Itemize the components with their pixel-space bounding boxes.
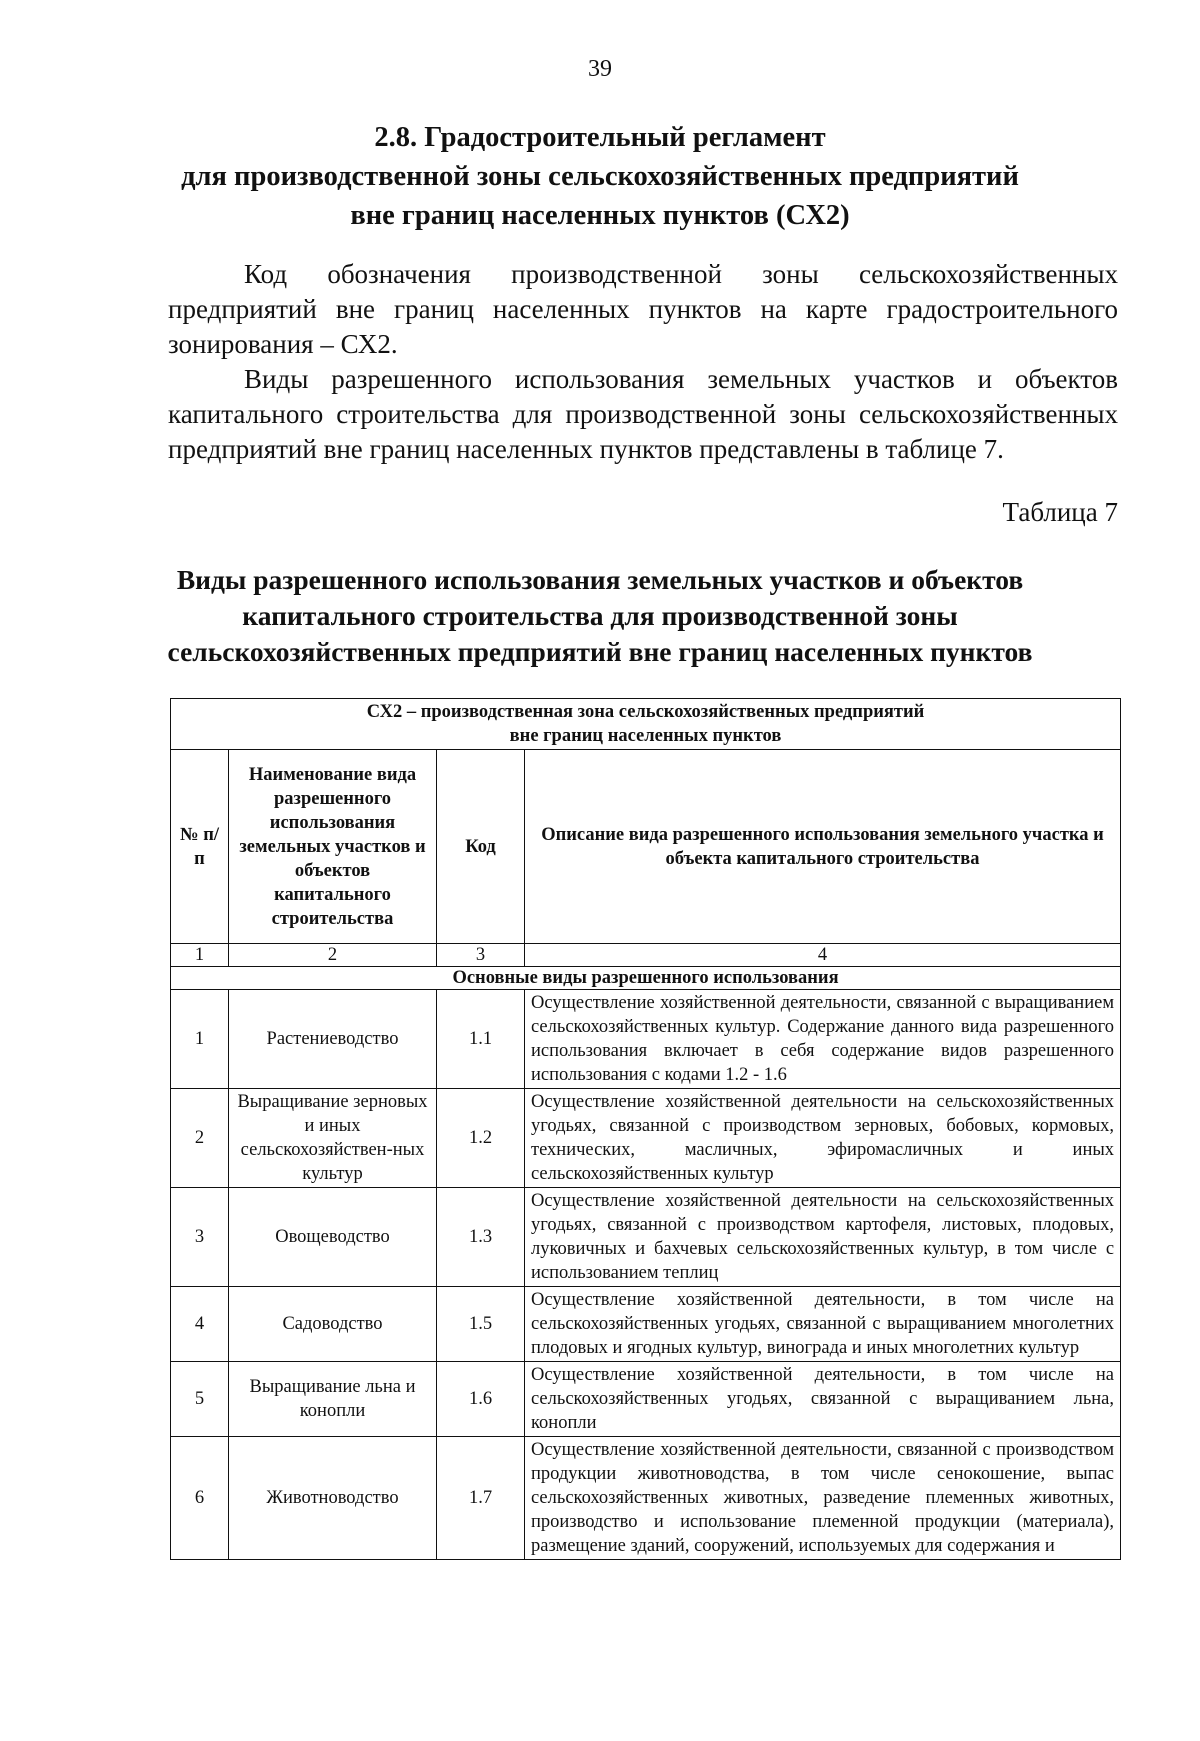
row-desc: Осуществление хозяйственной деятельности, связанной с выращиванием сельскохозяйственных культур. Содержание данного вида разрешенного использования включает в себя содержание видов разрешенного использования с кодами 1.2 - 1.6 [525, 990, 1121, 1089]
header-name: Наименование вида разрешенного использования земельных участков и объектов капитального строительства [229, 750, 437, 944]
row-code: 1.3 [437, 1188, 525, 1287]
column-header-row [171, 750, 1121, 944]
table-row [171, 1437, 1121, 1560]
table-row [171, 990, 1121, 1089]
row-name: Животноводство [229, 1437, 437, 1560]
table-row [171, 1089, 1121, 1188]
table-title-line-3: сельскохозяйственных предприятий вне границ населенных пунктов [167, 636, 1033, 667]
row-num: 5 [171, 1362, 229, 1437]
row-num: 6 [171, 1437, 229, 1560]
row-num: 3 [171, 1188, 229, 1287]
row-name: Овощеводство [229, 1188, 437, 1287]
permitted-uses-table [170, 698, 1121, 1560]
table-caption: Таблица 7 [1002, 497, 1118, 527]
zone-header-line-2: вне границ населенных пунктов [509, 726, 782, 746]
row-desc: Осуществление хозяйственной деятельности на сельскохозяйственных угодьях, связанной с производством картофеля, листовых, плодовых, луковичных и бахчевых сельскохозяйственных культур, в том числе с использованием теплиц [525, 1188, 1121, 1287]
row-name: Садоводство [229, 1287, 437, 1362]
paragraph-zone-code: Код обозначения производственной зоны сельскохозяйственных предприятий вне границ населенных пунктов на карте градостроительного зонирования – СХ2. [168, 259, 1118, 359]
paragraph-permitted-uses: Виды разрешенного использования земельных участков и объектов капитального строительства для производственной зоны сельскохозяйственных предприятий вне границ населенных пунктов представлены в таблице 7. [168, 364, 1118, 464]
header-num: № п/п [171, 750, 229, 944]
heading-line-2: для производственной зоны сельскохозяйственных предприятий [181, 161, 1019, 192]
row-name: Выращивание зерновых и иных сельскохозяйствен-ных культур [229, 1089, 437, 1188]
table-row [171, 1362, 1121, 1437]
row-num: 2 [171, 1089, 229, 1188]
header-code: Код [437, 750, 525, 944]
table-title-line-1: Виды разрешенного использования земельных участков и объектов [176, 564, 1024, 595]
column-number: 4 [525, 944, 1121, 967]
row-name: Выращивание льна и конопли [229, 1362, 437, 1437]
column-number: 1 [171, 944, 229, 967]
row-desc: Осуществление хозяйственной деятельности, в том числе на сельскохозяйственных угодьях, связанной с выращиванием льна, конопли [525, 1362, 1121, 1437]
section-main-uses: Основные виды разрешенного использования [171, 967, 1121, 990]
row-code: 1.2 [437, 1089, 525, 1188]
zone-header-line-1: СХ2 – производственная зона сельскохозяйственных предприятий [366, 702, 925, 722]
column-number: 2 [229, 944, 437, 967]
table-row [171, 1287, 1121, 1362]
table-title [0, 562, 1200, 670]
row-code: 1.1 [437, 990, 525, 1089]
column-number-row [171, 944, 1121, 967]
row-desc: Осуществление хозяйственной деятельности, связанной с производством продукции животноводства, в том числе сенокошение, выпас сельскохозяйственных животных, разведение племенных животных, производство и использование племенной продукции (материала), размещение зданий, сооружений, используемых для содержания и [525, 1437, 1121, 1560]
zone-header-cell [171, 699, 1121, 750]
zone-header-row [171, 699, 1121, 750]
row-num: 4 [171, 1287, 229, 1362]
row-code: 1.5 [437, 1287, 525, 1362]
row-code: 1.6 [437, 1362, 525, 1437]
row-desc: Осуществление хозяйственной деятельности на сельскохозяйственных угодьях, связанной с производством зерновых, бобовых, кормовых, технических, масличных, эфиромасличных и иных сельскохозяйственных культур [525, 1089, 1121, 1188]
heading-line-3: вне границ населенных пунктов (СХ2) [350, 200, 850, 231]
page-number: 39 [588, 56, 612, 82]
row-name: Растениеводство [229, 990, 437, 1089]
heading-line-1: 2.8. Градостроительный регламент [374, 122, 826, 153]
section-row [171, 967, 1121, 990]
table-row [171, 1188, 1121, 1287]
row-num: 1 [171, 990, 229, 1089]
section-heading [0, 118, 1200, 235]
column-number: 3 [437, 944, 525, 967]
row-code: 1.7 [437, 1437, 525, 1560]
row-desc: Осуществление хозяйственной деятельности, в том числе на сельскохозяйственных угодьях, связанной с выращиванием многолетних плодовых и ягодных культур, винограда и иных многолетних культур [525, 1287, 1121, 1362]
table-title-line-2: капитального строительства для производственной зоны [242, 600, 958, 631]
header-desc: Описание вида разрешенного использования земельного участка и объекта капитального строительства [525, 750, 1121, 944]
